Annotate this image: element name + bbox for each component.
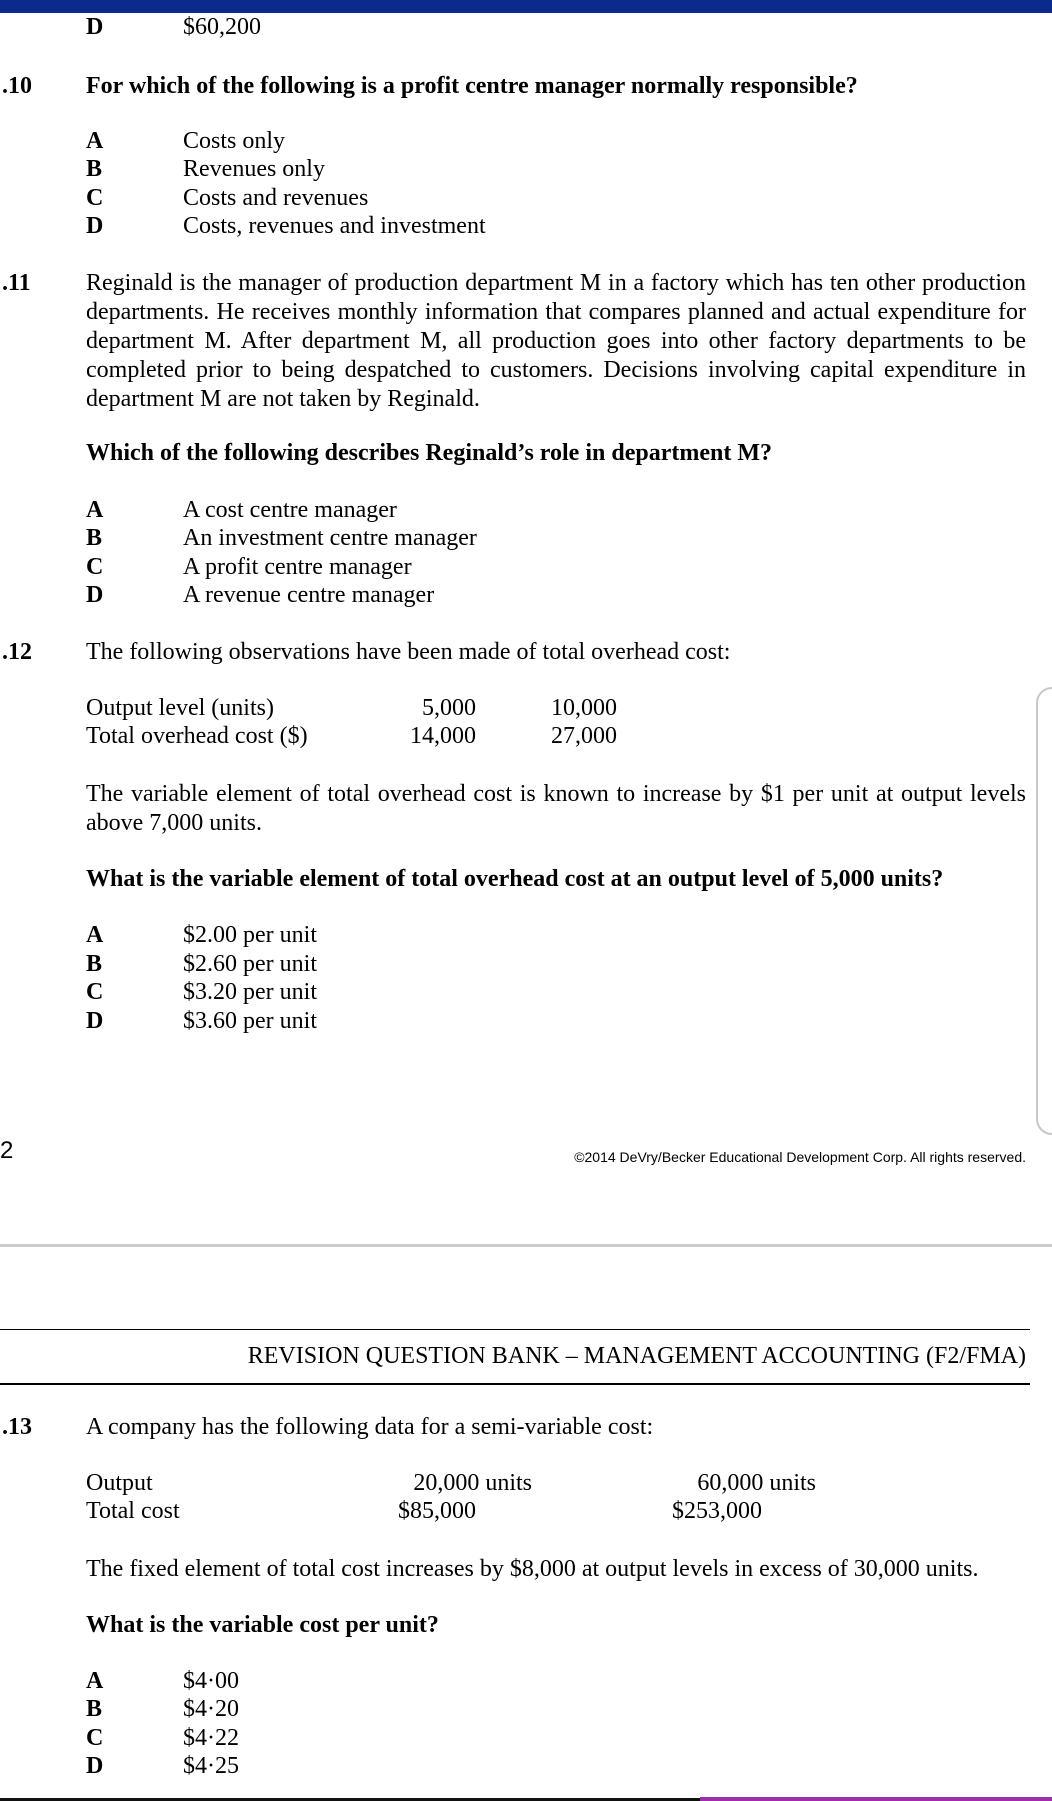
- page-number: 2: [0, 1137, 14, 1164]
- table-cell: 27,000: [551, 723, 617, 749]
- option-letter-c: C: [86, 979, 104, 1005]
- option-letter-c: C: [86, 554, 104, 580]
- table-cell: $85,000: [398, 1498, 476, 1524]
- option-text-c: Costs and revenues: [183, 185, 369, 211]
- option-text-d: A revenue centre manager: [183, 582, 435, 608]
- option-letter-c: C: [86, 185, 104, 211]
- option-text-d: $4·25: [183, 1753, 239, 1779]
- scroll-handle[interactable]: [1036, 687, 1052, 1135]
- table-cell: 20,000 units: [413, 1470, 532, 1496]
- option-text-b: An investment centre manager: [183, 525, 477, 551]
- question-intro: The following observations have been made of total overhead cost:: [86, 639, 731, 665]
- option-text-a: A cost centre manager: [183, 497, 397, 523]
- bottom-accent-bar: [700, 1797, 1052, 1801]
- question-stem: What is the variable cost per unit?: [86, 1612, 439, 1638]
- option-letter-b: B: [86, 156, 103, 182]
- option-text-d: $3.60 per unit: [183, 1008, 317, 1034]
- option-letter-a: A: [86, 128, 104, 154]
- page-header-title: REVISION QUESTION BANK – MANAGEMENT ACCOUNTING (F2/FMA): [247, 1343, 1026, 1369]
- table-cell: 5,000: [422, 695, 476, 721]
- question-number: .11: [2, 270, 31, 296]
- table-cell: 60,000 units: [697, 1470, 816, 1496]
- question-intro: A company has the following data for a semi-variable cost:: [86, 1414, 654, 1440]
- option-letter-d: D: [86, 213, 104, 239]
- question-stem: For which of the following is a profit centre manager normally responsible?: [86, 73, 858, 99]
- option-text-b: Revenues only: [183, 156, 325, 182]
- option-letter-d: D: [86, 1753, 104, 1779]
- option-letter-a: A: [86, 497, 104, 523]
- question-number: .12: [2, 639, 32, 665]
- option-text-a: $2.00 per unit: [183, 922, 317, 948]
- top-toolbar-strip: [0, 0, 1052, 13]
- option-text-c: $3.20 per unit: [183, 979, 317, 1005]
- table-cell: $253,000: [672, 1498, 762, 1524]
- table-row-label: Total cost: [86, 1498, 180, 1524]
- table-row-label: Output level (units): [86, 695, 274, 721]
- option-text-a: Costs only: [183, 128, 286, 154]
- option-letter-b: B: [86, 951, 103, 977]
- option-letter-d: D: [86, 582, 104, 608]
- option-letter-c: C: [86, 1725, 104, 1751]
- option-letter-b: B: [86, 1696, 103, 1722]
- question-scenario: Reginald is the manager of production department M in a factory which has ten other production departments. He receives monthly information that compares planned and actual expenditure for department M. After department M, all production goes into other factory departments to be completed prior to being despatched to customers. Decisions involving capital expenditure in department M are not taken by Reginald.: [86, 270, 1026, 412]
- option-text-d: Costs, revenues and investment: [183, 213, 486, 239]
- prev-option-letter: D: [86, 14, 104, 40]
- copyright-notice: ©2014 DeVry/Becker Educational Development Corp. All rights reserved.: [574, 1149, 1026, 1165]
- option-text-b: $4·20: [183, 1696, 239, 1722]
- option-letter-d: D: [86, 1008, 104, 1034]
- option-letter-b: B: [86, 525, 103, 551]
- header-rule-bottom: [0, 1383, 1030, 1385]
- option-letter-a: A: [86, 1668, 104, 1694]
- table-row-label: Output: [86, 1470, 153, 1496]
- option-letter-a: A: [86, 922, 104, 948]
- question-number: .10: [2, 73, 32, 99]
- table-row-label: Total overhead cost ($): [86, 723, 308, 749]
- option-text-a: $4·00: [183, 1668, 239, 1694]
- header-rule-top: [0, 1329, 1030, 1330]
- question-number: .13: [2, 1414, 32, 1440]
- option-text-c: A profit centre manager: [183, 554, 412, 580]
- table-cell: 10,000: [551, 695, 617, 721]
- question-stem: Which of the following describes Reginald’s role in department M?: [86, 440, 772, 466]
- question-stem: What is the variable element of total overhead cost at an output level of 5,000 units?: [86, 866, 944, 892]
- page-break-divider: [0, 1244, 1052, 1247]
- prev-option-text: $60,200: [183, 14, 261, 40]
- question-scenario: The fixed element of total cost increases by $8,000 at output levels in excess of 30,000 units.: [86, 1556, 979, 1582]
- table-cell: 14,000: [410, 723, 476, 749]
- question-scenario: The variable element of total overhead cost is known to increase by $1 per unit at output levels above 7,000 units.: [86, 781, 1026, 836]
- option-text-b: $2.60 per unit: [183, 951, 317, 977]
- option-text-c: $4·22: [183, 1725, 239, 1751]
